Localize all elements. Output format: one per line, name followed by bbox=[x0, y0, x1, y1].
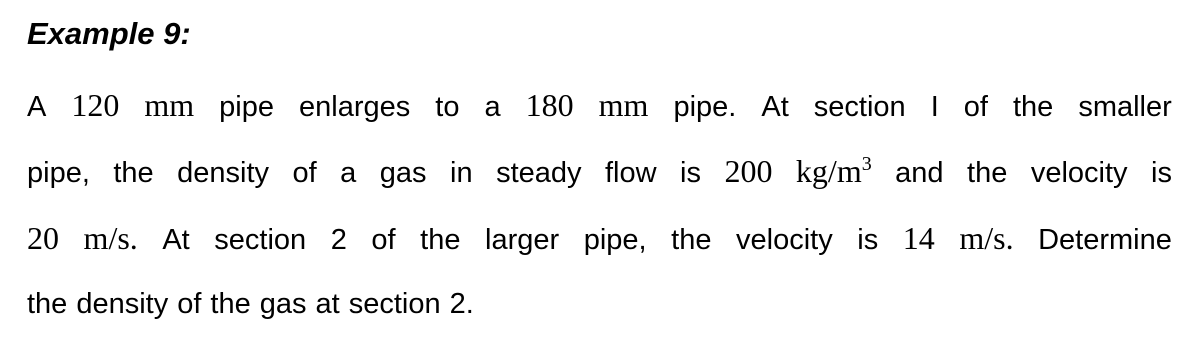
word: velocity bbox=[1030, 157, 1128, 189]
problem-line-3 bbox=[27, 217, 1172, 259]
problem-line-4 bbox=[27, 283, 1172, 325]
word: 2. bbox=[449, 288, 474, 320]
word: velocity bbox=[736, 224, 833, 256]
word: section bbox=[813, 91, 906, 123]
superscript: 3 bbox=[861, 153, 872, 175]
word: enlarges bbox=[299, 91, 411, 123]
word: the bbox=[113, 157, 154, 189]
word: smaller bbox=[1078, 91, 1172, 123]
word: the bbox=[967, 157, 1008, 189]
word: 120 bbox=[71, 87, 120, 123]
word: the bbox=[1012, 91, 1054, 123]
word: gas bbox=[259, 288, 307, 320]
word: at bbox=[315, 288, 340, 320]
word: a bbox=[340, 157, 357, 189]
word: section bbox=[348, 288, 441, 320]
word: pipe bbox=[219, 91, 274, 123]
word: mm bbox=[144, 87, 195, 123]
word: a bbox=[484, 91, 501, 123]
word: steady bbox=[496, 157, 582, 189]
word: 180 bbox=[525, 87, 574, 123]
word: 2 bbox=[330, 224, 347, 256]
word: the bbox=[210, 288, 251, 320]
word: in bbox=[450, 157, 473, 189]
word: is bbox=[857, 224, 879, 256]
word: density bbox=[177, 157, 270, 189]
word: gas bbox=[379, 157, 427, 189]
word: pipe. bbox=[673, 91, 737, 123]
word: 20 bbox=[27, 220, 59, 256]
word: A bbox=[27, 91, 47, 123]
word: is bbox=[1151, 157, 1172, 189]
word: At bbox=[162, 224, 190, 256]
word: flow bbox=[604, 157, 657, 189]
problem-line-1 bbox=[27, 84, 1172, 126]
word: the bbox=[671, 224, 712, 256]
word: the bbox=[27, 288, 68, 320]
word: pipe, bbox=[583, 224, 647, 256]
word: the bbox=[420, 224, 461, 256]
word: pipe, bbox=[27, 157, 90, 189]
word: to bbox=[435, 91, 460, 123]
word: Determine bbox=[1038, 224, 1172, 256]
word: $kg/m^3$ bbox=[795, 153, 872, 189]
word: larger bbox=[485, 224, 560, 256]
word: m/s. bbox=[83, 220, 138, 256]
word: of bbox=[963, 91, 988, 123]
word: At bbox=[761, 91, 789, 123]
word: of bbox=[177, 288, 202, 320]
word: is bbox=[680, 157, 701, 189]
word: m/s. bbox=[959, 220, 1014, 256]
problem-line-2 bbox=[27, 150, 1172, 192]
word: of bbox=[371, 224, 396, 256]
word: section bbox=[214, 224, 307, 256]
word: and bbox=[895, 157, 944, 189]
word: 14 bbox=[902, 220, 935, 256]
word: of bbox=[292, 157, 317, 189]
word: 200 bbox=[724, 153, 773, 189]
example-heading: Example 9: bbox=[27, 16, 191, 51]
word: I bbox=[930, 91, 939, 123]
word: density bbox=[76, 288, 169, 320]
word: mm bbox=[598, 87, 649, 123]
